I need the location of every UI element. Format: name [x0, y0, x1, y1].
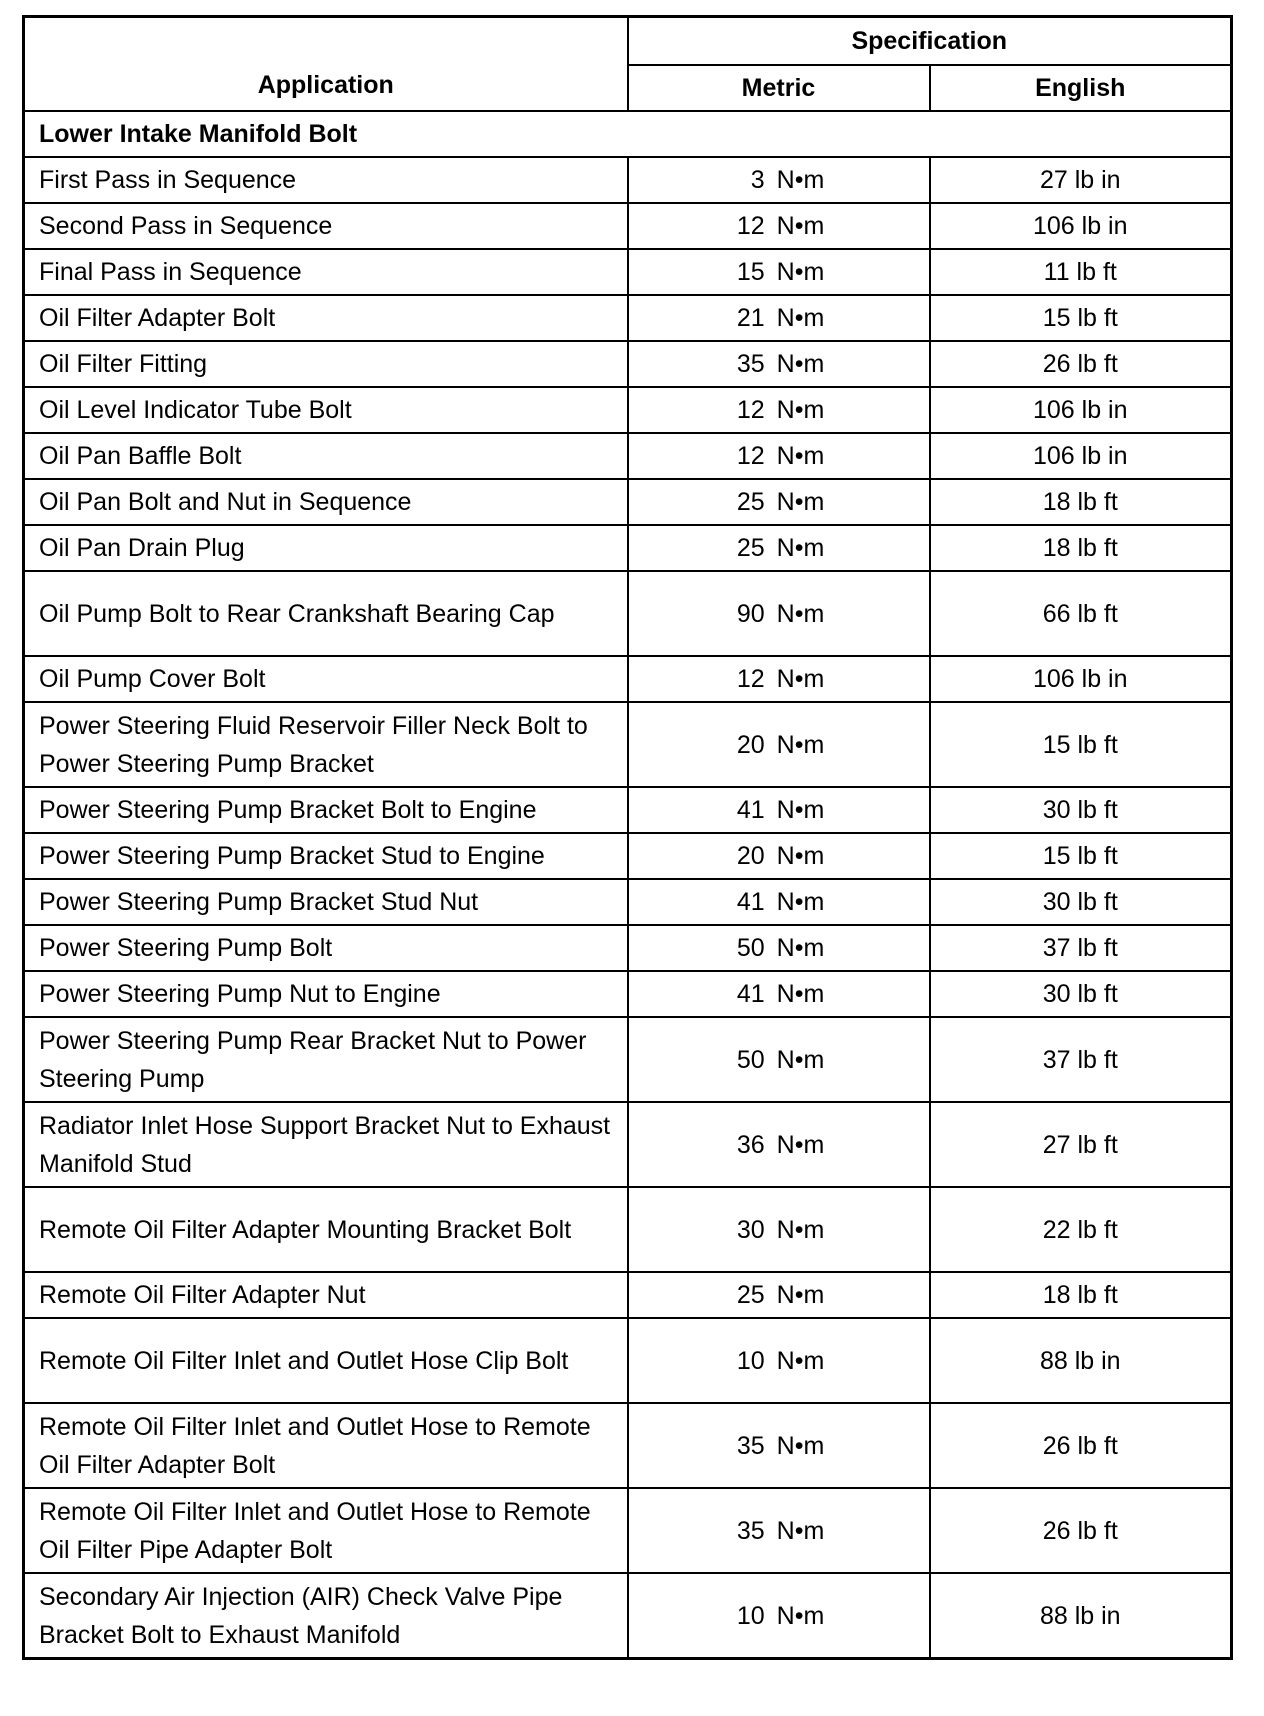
english-cell: 106 lb in: [930, 656, 1232, 702]
table-row: [24, 157, 1232, 203]
english-cell: 26 lb ft: [930, 1488, 1232, 1573]
english-cell: 15 lb ft: [930, 833, 1232, 879]
metric-value: 50: [736, 1045, 765, 1074]
metric-cell: [628, 787, 930, 833]
metric-unit: N•m: [776, 1516, 825, 1545]
table-row: [24, 879, 1232, 925]
metric-cell: [628, 571, 930, 656]
application-cell: Power Steering Pump Rear Bracket Nut to Power Steering Pump: [24, 1017, 628, 1102]
table-row: [24, 833, 1232, 879]
metric-unit: N•m: [776, 1431, 825, 1460]
application-column-header: Application: [24, 17, 628, 112]
metric-value: 35: [736, 350, 765, 378]
english-cell: 27 lb ft: [930, 1102, 1232, 1187]
metric-unit: N•m: [776, 1281, 825, 1309]
metric-value: 41: [736, 796, 765, 824]
metric-cell: [628, 971, 930, 1017]
table-row: [24, 702, 1232, 787]
metric-cell: [628, 1102, 930, 1187]
table-row: [24, 1573, 1232, 1659]
english-cell: 26 lb ft: [930, 341, 1232, 387]
metric-unit: N•m: [776, 980, 825, 1008]
metric-value: 25: [736, 1281, 765, 1309]
table-row: [24, 525, 1232, 571]
table-row: [24, 203, 1232, 249]
application-cell: Oil Pan Drain Plug: [24, 525, 628, 571]
metric-value: 35: [736, 1431, 765, 1460]
table-row: [24, 433, 1232, 479]
english-cell: 37 lb ft: [930, 925, 1232, 971]
english-cell: 88 lb in: [930, 1573, 1232, 1659]
metric-cell: [628, 656, 930, 702]
metric-unit: N•m: [776, 442, 825, 470]
application-cell: Power Steering Pump Bracket Bolt to Engine: [24, 787, 628, 833]
table-row: [24, 479, 1232, 525]
metric-unit: N•m: [776, 396, 825, 424]
metric-cell: [628, 1318, 930, 1403]
metric-unit: N•m: [776, 488, 825, 516]
application-cell: Oil Filter Fitting: [24, 341, 628, 387]
metric-value: 25: [736, 488, 765, 516]
metric-cell: [628, 1573, 930, 1659]
metric-unit: N•m: [776, 1601, 825, 1630]
section-row: [24, 111, 1232, 157]
table-row: [24, 295, 1232, 341]
section-title: Lower Intake Manifold Bolt: [24, 111, 1232, 157]
metric-unit: N•m: [776, 665, 825, 693]
metric-cell: [628, 341, 930, 387]
application-cell: Power Steering Pump Bolt: [24, 925, 628, 971]
table-row: [24, 1403, 1232, 1488]
application-cell: Remote Oil Filter Inlet and Outlet Hose Clip Bolt: [24, 1318, 628, 1403]
english-cell: 30 lb ft: [930, 787, 1232, 833]
application-cell: Oil Filter Adapter Bolt: [24, 295, 628, 341]
table-row: [24, 1017, 1232, 1102]
english-cell: 22 lb ft: [930, 1187, 1232, 1272]
application-cell: Radiator Inlet Hose Support Bracket Nut to Exhaust Manifold Stud: [24, 1102, 628, 1187]
specification-column-header: Specification: [628, 17, 1232, 66]
application-cell: Oil Pump Cover Bolt: [24, 656, 628, 702]
metric-unit: N•m: [776, 1215, 825, 1244]
metric-cell: [628, 925, 930, 971]
table-row: [24, 341, 1232, 387]
metric-column-header: Metric: [628, 65, 930, 111]
english-cell: 18 lb ft: [930, 525, 1232, 571]
metric-unit: N•m: [776, 730, 825, 759]
metric-cell: [628, 833, 930, 879]
metric-value: 41: [736, 888, 765, 916]
metric-cell: [628, 1187, 930, 1272]
metric-unit: N•m: [776, 796, 825, 824]
metric-unit: N•m: [776, 166, 825, 194]
english-cell: 37 lb ft: [930, 1017, 1232, 1102]
metric-unit: N•m: [776, 534, 825, 562]
metric-unit: N•m: [776, 599, 825, 628]
metric-value: 12: [736, 442, 765, 470]
table-row: [24, 1488, 1232, 1573]
metric-value: 90: [736, 599, 765, 628]
english-cell: 106 lb in: [930, 433, 1232, 479]
english-cell: 15 lb ft: [930, 702, 1232, 787]
metric-value: 21: [736, 304, 765, 332]
application-cell: Power Steering Fluid Reservoir Filler Neck Bolt to Power Steering Pump Bracket: [24, 702, 628, 787]
table-row: [24, 571, 1232, 656]
metric-cell: [628, 157, 930, 203]
english-column-header: English: [930, 65, 1232, 111]
metric-unit: N•m: [776, 350, 825, 378]
application-cell: First Pass in Sequence: [24, 157, 628, 203]
metric-unit: N•m: [776, 212, 825, 240]
table-row: [24, 1272, 1232, 1318]
english-cell: 27 lb in: [930, 157, 1232, 203]
metric-unit: N•m: [776, 888, 825, 916]
metric-cell: [628, 295, 930, 341]
metric-unit: N•m: [776, 1346, 825, 1375]
metric-unit: N•m: [776, 258, 825, 286]
metric-value: 10: [736, 1346, 765, 1375]
metric-unit: N•m: [776, 1130, 825, 1159]
english-cell: 18 lb ft: [930, 479, 1232, 525]
english-cell: 18 lb ft: [930, 1272, 1232, 1318]
metric-value: 12: [736, 396, 765, 424]
table-row: [24, 1102, 1232, 1187]
metric-cell: [628, 1488, 930, 1573]
metric-cell: [628, 1403, 930, 1488]
metric-value: 50: [736, 934, 765, 962]
metric-unit: N•m: [776, 1045, 825, 1074]
metric-cell: [628, 879, 930, 925]
application-cell: Remote Oil Filter Adapter Nut: [24, 1272, 628, 1318]
application-cell: Second Pass in Sequence: [24, 203, 628, 249]
english-cell: 106 lb in: [930, 387, 1232, 433]
metric-value: 35: [736, 1516, 765, 1545]
metric-value: 25: [736, 534, 765, 562]
metric-value: 12: [736, 665, 765, 693]
metric-value: 10: [736, 1601, 765, 1630]
english-cell: 66 lb ft: [930, 571, 1232, 656]
metric-cell: [628, 203, 930, 249]
metric-cell: [628, 387, 930, 433]
application-cell: Power Steering Pump Nut to Engine: [24, 971, 628, 1017]
application-cell: Power Steering Pump Bracket Stud Nut: [24, 879, 628, 925]
application-cell: Remote Oil Filter Inlet and Outlet Hose to Remote Oil Filter Adapter Bolt: [24, 1403, 628, 1488]
metric-unit: N•m: [776, 934, 825, 962]
metric-value: 20: [736, 730, 765, 759]
application-cell: Final Pass in Sequence: [24, 249, 628, 295]
metric-value: 12: [736, 212, 765, 240]
metric-value: 20: [736, 842, 765, 870]
application-cell: Oil Pan Baffle Bolt: [24, 433, 628, 479]
english-cell: 88 lb in: [930, 1318, 1232, 1403]
metric-value: 15: [736, 258, 765, 286]
english-cell: 30 lb ft: [930, 971, 1232, 1017]
metric-cell: [628, 479, 930, 525]
application-cell: Oil Level Indicator Tube Bolt: [24, 387, 628, 433]
metric-unit: N•m: [776, 304, 825, 332]
table-row: [24, 925, 1232, 971]
metric-unit: N•m: [776, 842, 825, 870]
metric-cell: [628, 1017, 930, 1102]
metric-value: 36: [736, 1130, 765, 1159]
table-row: [24, 1187, 1232, 1272]
metric-value: 3: [750, 166, 765, 194]
metric-cell: [628, 1272, 930, 1318]
application-cell: Power Steering Pump Bracket Stud to Engine: [24, 833, 628, 879]
table-row: [24, 787, 1232, 833]
english-cell: 11 lb ft: [930, 249, 1232, 295]
table-row: [24, 387, 1232, 433]
table-row: [24, 249, 1232, 295]
application-cell: Secondary Air Injection (AIR) Check Valve Pipe Bracket Bolt to Exhaust Manifold: [24, 1573, 628, 1659]
metric-cell: [628, 433, 930, 479]
english-cell: 26 lb ft: [930, 1403, 1232, 1488]
table-row: [24, 971, 1232, 1017]
metric-cell: [628, 702, 930, 787]
application-cell: Oil Pump Bolt to Rear Crankshaft Bearing Cap: [24, 571, 628, 656]
metric-cell: [628, 249, 930, 295]
application-cell: Oil Pan Bolt and Nut in Sequence: [24, 479, 628, 525]
metric-cell: [628, 525, 930, 571]
application-cell: Remote Oil Filter Inlet and Outlet Hose to Remote Oil Filter Pipe Adapter Bolt: [24, 1488, 628, 1573]
fastener-specification-table: [22, 15, 1233, 1660]
application-cell: Remote Oil Filter Adapter Mounting Bracket Bolt: [24, 1187, 628, 1272]
metric-value: 41: [736, 980, 765, 1008]
table-row: [24, 656, 1232, 702]
table-row: [24, 1318, 1232, 1403]
english-cell: 15 lb ft: [930, 295, 1232, 341]
metric-value: 30: [736, 1215, 765, 1244]
english-cell: 30 lb ft: [930, 879, 1232, 925]
english-cell: 106 lb in: [930, 203, 1232, 249]
